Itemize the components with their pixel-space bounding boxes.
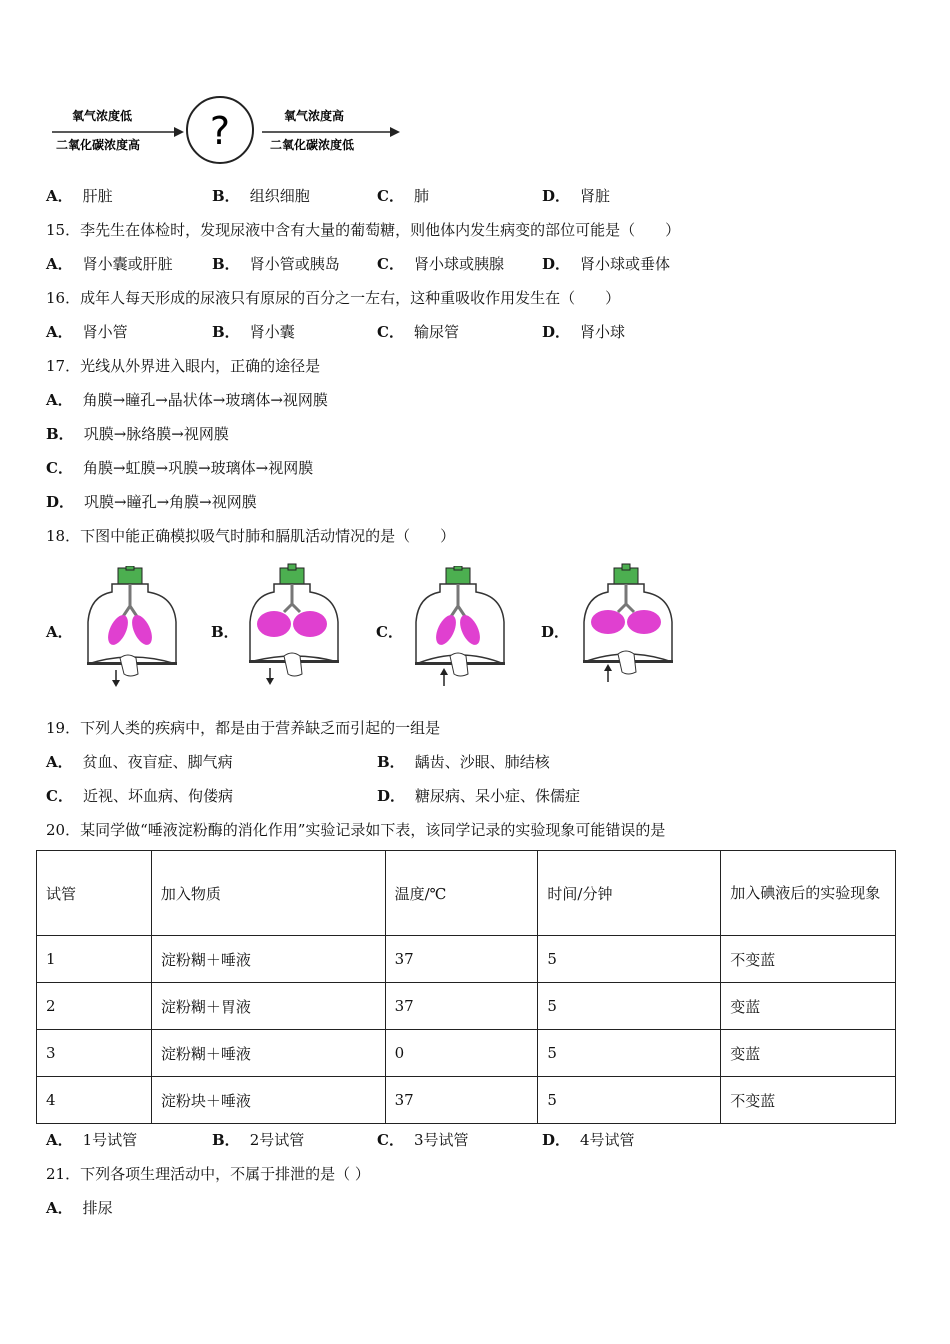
- option-label: D．: [377, 787, 406, 805]
- left-bottom-label: 二氧化碳浓度高: [56, 138, 141, 152]
- right-lung-icon: [293, 611, 327, 637]
- option-text: 糖尿病、呆小症、侏儒症: [415, 787, 581, 805]
- q15-option-a[interactable]: [46, 253, 173, 274]
- option-text: 巩膜→脉络膜→视网膜: [83, 425, 229, 443]
- q19-option-d[interactable]: [377, 785, 580, 806]
- bell-jar-icon: [416, 584, 504, 664]
- option-text: 肾脏: [580, 187, 611, 205]
- q18-option-c[interactable]: C．: [376, 623, 403, 641]
- option-label: A．: [46, 187, 73, 205]
- table-cell: 0: [385, 1030, 538, 1077]
- option-text: 3号试管: [413, 1131, 469, 1149]
- q18-option-d[interactable]: D．: [541, 623, 570, 641]
- option-label: C．: [377, 323, 404, 341]
- q20-option-d[interactable]: [542, 1129, 635, 1150]
- option-label: C．: [46, 787, 73, 805]
- q15-stem: 15．李先生在体检时，发现尿液中含有大量的葡萄糖，则他体内发生病变的部位可能是（ ）: [46, 221, 681, 239]
- q20-option-b[interactable]: [212, 1129, 304, 1150]
- tube-top-icon: [454, 566, 462, 570]
- q19-option-c[interactable]: [46, 785, 233, 806]
- q16-stem: 16．成年人每天形成的尿液只有原尿的百分之一左右，这种重吸收作用发生在（ ）: [46, 289, 621, 307]
- q14-option-b[interactable]: [212, 185, 310, 206]
- option-label: B．: [212, 323, 240, 341]
- table-cell: 37: [385, 983, 538, 1030]
- left-lung-icon: [257, 611, 291, 637]
- hand-icon: [450, 653, 468, 676]
- left-arrow-head: [174, 127, 184, 137]
- right-lung-icon: [128, 612, 156, 648]
- option-text: 巩膜→瞳孔→角膜→视网膜: [84, 493, 257, 511]
- option-label: B．: [377, 753, 405, 771]
- table-cell: 变蓝: [721, 983, 896, 1030]
- bronchi-icon: [618, 604, 634, 612]
- question-mark: ?: [209, 109, 231, 153]
- option-text: 角膜→虹膜→巩膜→玻璃体→视网膜: [82, 459, 314, 477]
- table-cell: 37: [385, 1077, 538, 1124]
- table-cell: 37: [385, 936, 538, 983]
- table-cell: 4: [37, 1077, 152, 1124]
- right-arrow-head: [390, 127, 400, 137]
- table-cell: 淀粉块＋唾液: [151, 1077, 385, 1124]
- table-header-row: [37, 851, 896, 936]
- table-row: [37, 1030, 896, 1077]
- table-cell: 5: [538, 1030, 721, 1077]
- option-label: A．: [46, 323, 73, 341]
- hand-icon: [618, 651, 636, 674]
- table-cell: 5: [538, 1077, 721, 1124]
- option-text: 肾小囊: [249, 323, 295, 341]
- option-label: D．: [542, 323, 571, 341]
- option-text: 肾小球或垂体: [580, 255, 671, 273]
- option-text: 排尿: [82, 1199, 113, 1217]
- q18-stem: 18．下图中能正确模拟吸气时肺和膈肌活动情况的是（ ）: [46, 527, 456, 545]
- option-text: 龋齿、沙眼、肺结核: [414, 753, 550, 771]
- header-cell: 加入物质: [151, 851, 385, 936]
- table-cell: 3: [37, 1030, 152, 1077]
- bell-jar-model-d[interactable]: [578, 562, 678, 688]
- option-label: D．: [542, 1131, 571, 1149]
- table-row: [37, 1077, 896, 1124]
- q18-option-b[interactable]: B．: [211, 623, 239, 641]
- q15-option-c[interactable]: [377, 253, 504, 274]
- q15-option-d[interactable]: [542, 253, 670, 274]
- header-cell: 试管: [37, 851, 152, 936]
- left-top-label: 氧气浓度低: [72, 109, 133, 123]
- q20-stem: 20．某同学做“唾液淀粉酶的消化作用”实验记录如下表，该同学记录的实验现象可能错误的是: [46, 821, 666, 839]
- option-text: 肾小管或胰岛: [249, 255, 340, 273]
- hand-icon: [284, 653, 302, 676]
- q19-option-a[interactable]: [46, 751, 233, 772]
- option-text: 4号试管: [580, 1131, 635, 1149]
- header-cell: 温度/℃: [385, 851, 538, 936]
- experiment-table: [36, 850, 896, 1124]
- q19-option-b[interactable]: [377, 751, 550, 772]
- q17-stem: 17．光线从外界进入眼内，正确的途径是: [46, 357, 321, 375]
- q20-option-a[interactable]: [46, 1129, 137, 1150]
- option-text: 输尿管: [413, 323, 459, 341]
- q17-option-b[interactable]: [46, 423, 229, 444]
- table-cell: 淀粉糊＋胃液: [151, 983, 385, 1030]
- option-label: C．: [46, 459, 73, 477]
- bell-jar-icon: [88, 584, 176, 664]
- hand-icon: [120, 655, 138, 676]
- q21-stem: 21．下列各项生理活动中，不属于排泄的是（ ）: [46, 1165, 370, 1183]
- tube-top-icon: [622, 564, 630, 570]
- header-cell: 加入碘液后的实验现象: [721, 851, 896, 936]
- option-text: 肺: [413, 187, 429, 205]
- q18-option-a[interactable]: A．: [46, 623, 73, 641]
- header-cell: 时间/分钟: [538, 851, 721, 936]
- q17-option-c[interactable]: [46, 457, 313, 478]
- table-cell: 1: [37, 936, 152, 983]
- option-text: 肾小球: [580, 323, 626, 341]
- q19-stem: 19．下列人类的疾病中，都是由于营养缺乏而引起的一组是: [46, 719, 441, 737]
- table-row: [37, 983, 896, 1030]
- right-lung-icon: [627, 610, 661, 634]
- option-label: A．: [46, 753, 73, 771]
- q16-option-b[interactable]: [212, 321, 295, 342]
- option-text: 肾小管: [82, 323, 128, 341]
- option-text: 2号试管: [249, 1131, 305, 1149]
- option-label: B．: [212, 1131, 240, 1149]
- option-label: A．: [46, 391, 73, 409]
- table-cell: 淀粉糊＋唾液: [151, 1030, 385, 1077]
- q17-option-d[interactable]: [46, 491, 257, 512]
- table-cell: 变蓝: [721, 1030, 896, 1077]
- q14-option-c[interactable]: [377, 185, 429, 206]
- left-lung-icon: [432, 612, 460, 648]
- bell-jar-model-a[interactable]: [82, 566, 182, 688]
- q21-option-a[interactable]: [46, 1197, 113, 1218]
- option-text: 肝脏: [82, 187, 113, 205]
- option-text: 肾小囊或肝脏: [82, 255, 173, 273]
- bell-jar-model-c[interactable]: [410, 566, 510, 688]
- option-text: 贫血、夜盲症、脚气病: [82, 753, 233, 771]
- option-label: D．: [46, 493, 75, 511]
- right-lung-icon: [456, 612, 484, 648]
- tube-top-icon: [126, 566, 134, 570]
- option-text: 近视、坏血病、佝偻病: [82, 787, 233, 805]
- q17-option-a[interactable]: [46, 389, 328, 410]
- left-lung-icon: [104, 612, 132, 648]
- q14-option-d[interactable]: [542, 185, 610, 206]
- option-label: A．: [46, 1199, 73, 1217]
- option-text: 组织细胞: [249, 187, 310, 205]
- q15-option-b[interactable]: [212, 253, 340, 274]
- bell-jar-model-b[interactable]: [244, 562, 344, 688]
- option-text: 角膜→瞳孔→晶状体→玻璃体→视网膜: [82, 391, 328, 409]
- left-lung-icon: [591, 610, 625, 634]
- option-label: B．: [46, 425, 74, 443]
- table-cell: 5: [538, 936, 721, 983]
- option-label: A．: [46, 255, 73, 273]
- option-label: B．: [212, 187, 240, 205]
- q14-gas-exchange-diagram: [46, 96, 406, 168]
- option-label: C．: [377, 255, 404, 273]
- q20-option-c[interactable]: [377, 1129, 469, 1150]
- q16-option-c[interactable]: [377, 321, 459, 342]
- table-cell: 5: [538, 983, 721, 1030]
- table-cell: 不变蓝: [721, 936, 896, 983]
- option-label: C．: [377, 187, 404, 205]
- q16-option-d[interactable]: [542, 321, 625, 342]
- table-cell: 淀粉糊＋唾液: [151, 936, 385, 983]
- table-row: [37, 936, 896, 983]
- table-cell: 不变蓝: [721, 1077, 896, 1124]
- option-label: C．: [377, 1131, 404, 1149]
- option-label: B．: [212, 255, 240, 273]
- table-cell: 2: [37, 983, 152, 1030]
- option-text: 1号试管: [82, 1131, 138, 1149]
- option-label: D．: [542, 255, 571, 273]
- right-bottom-label: 二氧化碳浓度低: [270, 138, 355, 152]
- option-label: D．: [542, 187, 571, 205]
- right-top-label: 氧气浓度高: [284, 109, 345, 123]
- q16-option-a[interactable]: [46, 321, 128, 342]
- option-label: A．: [46, 1131, 73, 1149]
- option-text: 肾小球或胰腺: [413, 255, 504, 273]
- bronchi-icon: [284, 604, 300, 612]
- q14-option-a[interactable]: [46, 185, 113, 206]
- tube-top-icon: [288, 564, 296, 570]
